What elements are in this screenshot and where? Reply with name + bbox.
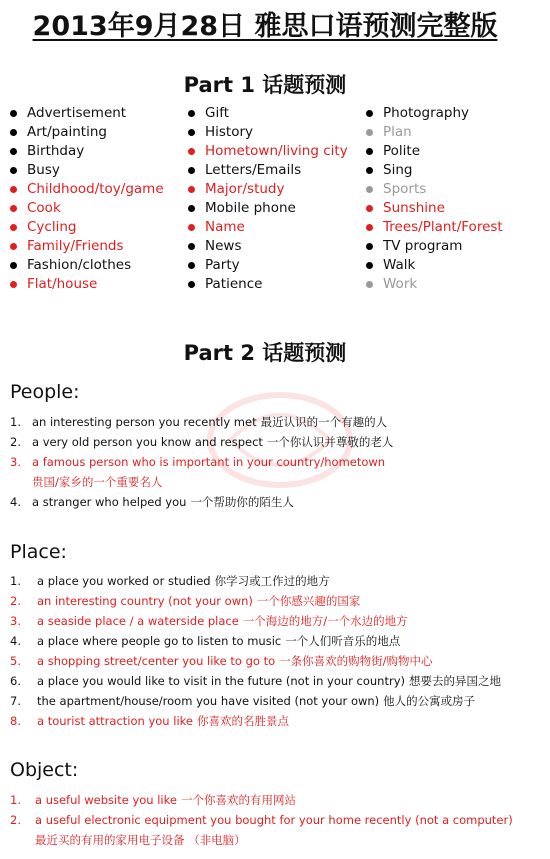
item-body	[37, 631, 400, 651]
item-number: 2.	[10, 435, 21, 449]
cue-card-item	[10, 452, 540, 492]
bullet-icon	[188, 110, 195, 117]
bullet-icon	[188, 167, 195, 174]
item-line	[37, 591, 360, 611]
topic-item	[366, 256, 503, 275]
place-list	[10, 571, 540, 731]
object-list	[10, 790, 540, 850]
item-body	[35, 790, 296, 810]
item-number: 3.	[10, 614, 21, 628]
item-english: a useful electronic equipment you bought for your home recently (not a computer)	[35, 813, 513, 827]
topic-item	[10, 161, 164, 180]
topic-item	[10, 218, 164, 237]
cue-card-item	[10, 631, 540, 651]
people-list	[10, 412, 540, 512]
item-chinese: 一个海边的地方/一个水边的地方	[242, 614, 408, 628]
item-line	[37, 611, 408, 631]
people-heading: People:	[10, 381, 80, 403]
topic-label: Cook	[27, 200, 61, 216]
topic-item	[366, 218, 503, 237]
bullet-icon	[188, 243, 195, 250]
item-body	[37, 711, 289, 731]
item-body	[37, 611, 408, 631]
item-english: a place you worked or studied	[37, 574, 211, 588]
cue-card-item	[10, 691, 540, 711]
cue-card-item	[10, 810, 540, 850]
cue-card-item	[10, 790, 540, 810]
item-chinese: 最近认识的一个有趣的人	[260, 415, 388, 429]
topic-label: Walk	[383, 257, 416, 273]
bullet-icon	[188, 281, 195, 288]
bullet-icon	[10, 186, 17, 193]
topic-label: Sports	[383, 181, 427, 197]
topic-item	[10, 237, 164, 256]
topic-item	[10, 275, 164, 294]
bullet-icon	[366, 224, 373, 231]
item-number: 6.	[10, 674, 21, 688]
topic-label: Sunshine	[383, 200, 445, 216]
bullet-icon	[188, 186, 195, 193]
cue-card-item	[10, 412, 540, 432]
topic-item	[10, 142, 164, 161]
cue-card-item	[10, 492, 540, 512]
bullet-icon	[188, 224, 195, 231]
topic-label: Gift	[205, 105, 230, 121]
topic-item	[188, 199, 348, 218]
item-line	[35, 810, 513, 830]
cue-card-item	[10, 432, 540, 452]
topic-item	[366, 123, 503, 142]
item-line	[37, 671, 501, 691]
item-english: a place where people go to listen to music	[37, 634, 282, 648]
cue-card-item	[10, 651, 540, 671]
item-english: a very old person you know and respect	[32, 435, 263, 449]
item-body	[37, 571, 330, 591]
bullet-icon	[366, 110, 373, 117]
item-body	[37, 591, 360, 611]
item-english: a shopping street/center you like to go to	[37, 654, 276, 668]
item-number: 1.	[10, 415, 21, 429]
topic-label: Patience	[205, 276, 263, 292]
topic-item	[366, 275, 503, 294]
topic-item	[366, 237, 503, 256]
part2-title: Part 2 话题预测	[183, 341, 347, 365]
item-number: 7.	[10, 694, 21, 708]
item-line	[32, 452, 385, 472]
bullet-icon	[188, 129, 195, 136]
item-line	[32, 412, 387, 432]
item-body	[32, 432, 393, 452]
topic-label: News	[205, 238, 242, 254]
item-number: 2.	[10, 813, 21, 827]
topic-item	[366, 104, 503, 123]
topic-item	[366, 161, 503, 180]
topic-item	[188, 275, 348, 294]
item-english: the apartment/house/room you have visited (not your own)	[37, 694, 380, 708]
topic-item	[188, 256, 348, 275]
topic-item	[366, 180, 503, 199]
topic-label: Cycling	[27, 219, 77, 235]
topic-label: TV program	[383, 238, 463, 254]
bullet-icon	[10, 148, 17, 155]
item-chinese: 一个你感兴趣的国家	[256, 594, 361, 608]
bullet-icon	[10, 129, 17, 136]
bullet-icon	[10, 205, 17, 212]
bullet-icon	[366, 281, 373, 288]
bullet-icon	[366, 186, 373, 193]
cue-card-item	[10, 571, 540, 591]
topic-column-1	[10, 104, 164, 294]
bullet-icon	[366, 129, 373, 136]
topic-item	[366, 199, 503, 218]
topic-item	[366, 142, 503, 161]
item-line	[32, 492, 294, 512]
bullet-icon	[366, 167, 373, 174]
topic-column-3	[366, 104, 503, 294]
item-chinese: 一个你喜欢的有用网站	[180, 793, 296, 807]
item-chinese: 你学习或工作过的地方	[214, 574, 330, 588]
topic-column-2	[188, 104, 348, 294]
item-chinese-translation: 贵国/家乡的一个重要名人	[32, 475, 163, 489]
topic-item	[10, 199, 164, 218]
bullet-icon	[10, 262, 17, 269]
item-number: 8.	[10, 714, 21, 728]
topic-label: Work	[383, 276, 418, 292]
item-english: a stranger who helped you	[32, 495, 187, 509]
item-number: 5.	[10, 654, 21, 668]
cue-card-item	[10, 671, 540, 691]
item-english: a tourist attraction you like	[37, 714, 193, 728]
topic-label: Name	[205, 219, 245, 235]
item-line	[37, 691, 475, 711]
topic-label: Polite	[383, 143, 421, 159]
item-number: 4.	[10, 634, 21, 648]
item-english: a famous person who is important in your country/hometown	[32, 455, 386, 469]
item-chinese: 你喜欢的名胜景点	[196, 714, 289, 728]
topic-label: Mobile phone	[205, 200, 296, 216]
item-chinese: 一个人们听音乐的地点	[285, 634, 401, 648]
topic-label: Art/painting	[27, 124, 107, 140]
bullet-icon	[10, 167, 17, 174]
cue-card-item	[10, 611, 540, 631]
topic-label: Busy	[27, 162, 60, 178]
topic-label: Plan	[383, 124, 412, 140]
object-heading: Object:	[10, 759, 79, 781]
item-body	[32, 492, 294, 512]
bullet-icon	[10, 224, 17, 231]
topic-label: Photography	[383, 105, 470, 121]
topic-label: Major/study	[205, 181, 285, 197]
bullet-icon	[366, 148, 373, 155]
item-chinese: 一个帮助你的陌生人	[190, 495, 294, 509]
item-chinese: 他人的公寓或房子	[383, 694, 476, 708]
topic-label: Childhood/toy/game	[27, 181, 164, 197]
item-body	[32, 452, 385, 492]
topic-item	[188, 180, 348, 199]
page-title: 2013年9月28日 雅思口语预测完整版	[32, 11, 498, 42]
bullet-icon	[366, 205, 373, 212]
topic-item	[188, 142, 348, 161]
item-english: a place you would like to visit in the future (not in your country)	[37, 674, 405, 688]
topic-label: Sing	[383, 162, 413, 178]
topic-label: Fashion/clothes	[27, 257, 132, 273]
bullet-icon	[188, 148, 195, 155]
topic-item	[188, 161, 348, 180]
item-line	[37, 631, 400, 651]
item-chinese: 一个你认识并尊敬的老人	[266, 435, 394, 449]
item-line	[37, 651, 433, 671]
topic-label: Hometown/living city	[205, 143, 348, 159]
bullet-icon	[188, 205, 195, 212]
topic-label: Flat/house	[27, 276, 98, 292]
topic-item	[10, 104, 164, 123]
cue-card-item	[10, 711, 540, 731]
topic-label: Trees/Plant/Forest	[383, 219, 503, 235]
topic-label: Birthday	[27, 143, 85, 159]
topic-label: Family/Friends	[27, 238, 124, 254]
item-number: 3.	[10, 455, 21, 469]
cue-card-item	[10, 591, 540, 611]
bullet-icon	[366, 243, 373, 250]
item-english: an interesting person you recently met	[32, 415, 257, 429]
item-number: 1.	[10, 574, 21, 588]
topic-item	[188, 237, 348, 256]
item-body	[37, 691, 475, 711]
place-heading: Place:	[10, 541, 67, 563]
item-number: 1.	[10, 793, 21, 807]
item-number: 4.	[10, 495, 21, 509]
topic-label: Letters/Emails	[205, 162, 302, 178]
item-chinese-translation: 最近买的有用的家用电子设备 （非电脑）	[35, 833, 246, 847]
item-line	[37, 571, 330, 591]
topic-item	[188, 218, 348, 237]
topic-item	[10, 123, 164, 142]
bullet-icon	[10, 243, 17, 250]
item-english: a seaside place / a waterside place	[37, 614, 239, 628]
bullet-icon	[10, 281, 17, 288]
bullet-icon	[366, 262, 373, 269]
item-body	[32, 412, 387, 432]
topic-label: Party	[205, 257, 240, 273]
item-body	[37, 651, 433, 671]
part1-title: Part 1 话题预测	[183, 73, 347, 97]
item-english: a useful website you like	[35, 793, 177, 807]
item-body	[35, 810, 513, 850]
topic-item	[188, 104, 348, 123]
topic-item	[10, 180, 164, 199]
item-chinese: 想要去的异国之地	[409, 674, 501, 688]
item-body	[37, 671, 501, 691]
item-number: 2.	[10, 594, 21, 608]
topic-item	[188, 123, 348, 142]
bullet-icon	[188, 262, 195, 269]
topic-label: History	[205, 124, 254, 140]
item-english: an interesting country (not your own)	[37, 594, 253, 608]
topic-label: Advertisement	[27, 105, 127, 121]
topic-item	[10, 256, 164, 275]
item-chinese: 一条你喜欢的购物街/购物中心	[279, 654, 433, 668]
item-line	[37, 711, 289, 731]
bullet-icon	[10, 110, 17, 117]
item-line	[32, 432, 393, 452]
item-line	[35, 790, 296, 810]
